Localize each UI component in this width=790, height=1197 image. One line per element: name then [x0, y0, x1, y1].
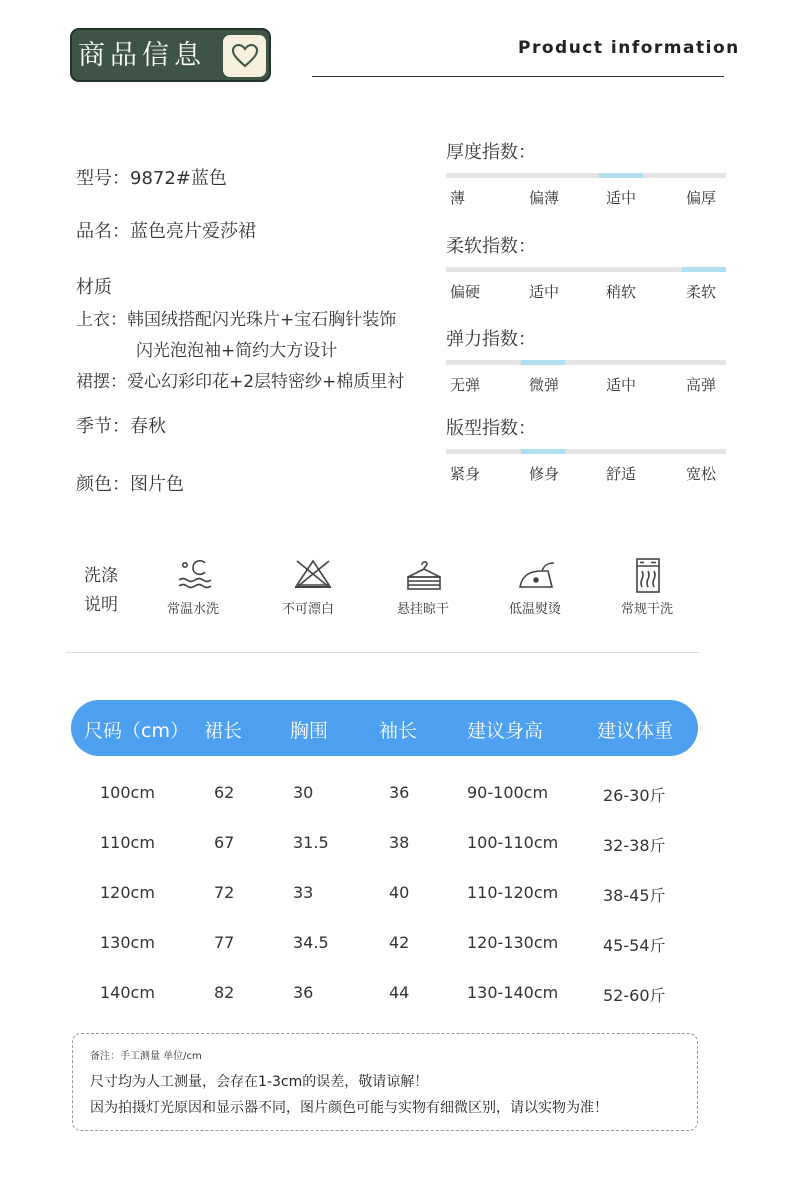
skirt-material-text: 裙摆：爱心幻彩印花+2层特密纱+棉质里衬 — [76, 372, 405, 392]
index-option-label: 舒适 — [606, 465, 637, 483]
hang-dry-icon — [402, 557, 446, 595]
note-small-text: 备注：手工测量 单位/cm — [90, 1051, 202, 1062]
table-cell: 120-130cm — [467, 933, 559, 952]
title-underline — [312, 76, 724, 77]
table-cell: 38-45斤 — [603, 886, 666, 905]
index-title: 版型指数： — [446, 418, 536, 439]
table-cell: 36 — [293, 983, 314, 1002]
index-option-label: 无弹 — [450, 376, 481, 394]
index-option-label: 柔软 — [686, 283, 717, 301]
note-line-2: 因为拍摄灯光原因和显示器不同，图片颜色可能与实物有细微区别，请以实物为准！ — [90, 1100, 608, 1116]
table-header-cell: 建议身高 — [467, 720, 544, 742]
index-title: 柔软指数： — [446, 236, 536, 257]
table-cell: 34.5 — [293, 933, 329, 952]
table-cell: 140cm — [100, 983, 155, 1002]
product-information-title: Product information — [518, 38, 740, 58]
table-cell: 40 — [389, 883, 410, 902]
note-line-1: 尺寸均为人工测量，会存在1-3cm的误差，敬请谅解！ — [90, 1074, 429, 1090]
wash-title-1: 洗涤 — [84, 566, 118, 586]
section-divider — [66, 652, 699, 653]
table-cell: 42 — [389, 933, 410, 952]
table-cell: 72 — [214, 883, 235, 902]
index-option-label: 适中 — [606, 376, 637, 394]
index-option-label: 紧身 — [450, 465, 481, 483]
heart-icon — [223, 35, 266, 77]
material-label: 材质 — [76, 277, 112, 298]
index-option-label: 偏厚 — [686, 189, 717, 207]
table-cell: 110cm — [100, 833, 155, 852]
water-wash-icon — [175, 557, 219, 595]
index-bar — [446, 267, 726, 272]
top-material-text: 上衣：韩国绒搭配闪光珠片+宝石胸针装饰 — [76, 310, 397, 330]
no-bleach-icon — [291, 557, 335, 595]
wash-label-dry-clean: 常规干洗 — [621, 602, 674, 617]
table-header-cell: 尺码（cm） — [84, 720, 189, 742]
table-cell: 45-54斤 — [603, 936, 666, 955]
index-option-label: 适中 — [606, 189, 637, 207]
table-cell: 120cm — [100, 883, 155, 902]
index-title: 弹力指数： — [446, 329, 536, 350]
top-material-text-2: 闪光泡泡袖+简约大方设计 — [136, 341, 338, 361]
table-cell: 100-110cm — [467, 833, 559, 852]
index-option-label: 薄 — [450, 189, 466, 207]
table-cell: 82 — [214, 983, 235, 1002]
table-cell: 32-38斤 — [603, 836, 666, 855]
index-bar-highlight — [599, 173, 643, 178]
table-cell: 110-120cm — [467, 883, 559, 902]
table-header-cell: 袖长 — [379, 720, 418, 742]
table-cell: 52-60斤 — [603, 986, 666, 1005]
wash-label-water: 常温水洗 — [167, 602, 220, 617]
table-cell: 130-140cm — [467, 983, 559, 1002]
table-header-cell: 胸围 — [290, 720, 329, 742]
season-text: 季节：春秋 — [76, 416, 166, 437]
table-cell: 26-30斤 — [603, 786, 666, 805]
table-cell: 67 — [214, 833, 235, 852]
index-option-label: 适中 — [529, 283, 560, 301]
table-cell: 31.5 — [293, 833, 329, 852]
color-text: 颜色：图片色 — [76, 474, 184, 495]
index-bar-highlight — [521, 449, 565, 454]
table-cell: 100cm — [100, 783, 155, 802]
table-cell: 90-100cm — [467, 783, 549, 802]
table-cell: 77 — [214, 933, 235, 952]
index-bar-highlight — [521, 360, 565, 365]
index-option-label: 高弹 — [686, 376, 717, 394]
wash-label-no-bleach: 不可漂白 — [282, 602, 335, 617]
model-text: 型号：9872#蓝色 — [76, 168, 227, 189]
index-option-label: 宽松 — [686, 465, 717, 483]
table-cell: 36 — [389, 783, 410, 802]
dry-clean-icon — [626, 557, 670, 595]
index-option-label: 微弹 — [529, 376, 560, 394]
wash-label-iron: 低温熨烫 — [509, 602, 562, 617]
index-bar — [446, 360, 726, 365]
index-bar — [446, 449, 726, 454]
table-cell: 44 — [389, 983, 410, 1002]
low-iron-icon — [514, 557, 558, 595]
index-option-label: 偏硬 — [450, 283, 481, 301]
index-title: 厚度指数： — [446, 142, 536, 163]
table-cell: 38 — [389, 833, 410, 852]
table-header-cell: 裙长 — [204, 720, 243, 742]
index-bar-highlight — [682, 267, 726, 272]
table-cell: 130cm — [100, 933, 155, 952]
index-option-label: 修身 — [529, 465, 560, 483]
product-name-text: 品名：蓝色亮片爱莎裙 — [76, 221, 256, 242]
wash-label-hang-dry: 悬挂晾干 — [397, 602, 450, 617]
index-option-label: 偏薄 — [529, 189, 560, 207]
brand-title: 商品信息 — [78, 40, 206, 71]
table-header-cell: 建议体重 — [597, 720, 674, 742]
index-bar — [446, 173, 726, 178]
index-option-label: 稍软 — [606, 283, 637, 301]
table-cell: 30 — [293, 783, 314, 802]
table-cell: 33 — [293, 883, 314, 902]
wash-title-2: 说明 — [84, 595, 118, 615]
table-cell: 62 — [214, 783, 235, 802]
